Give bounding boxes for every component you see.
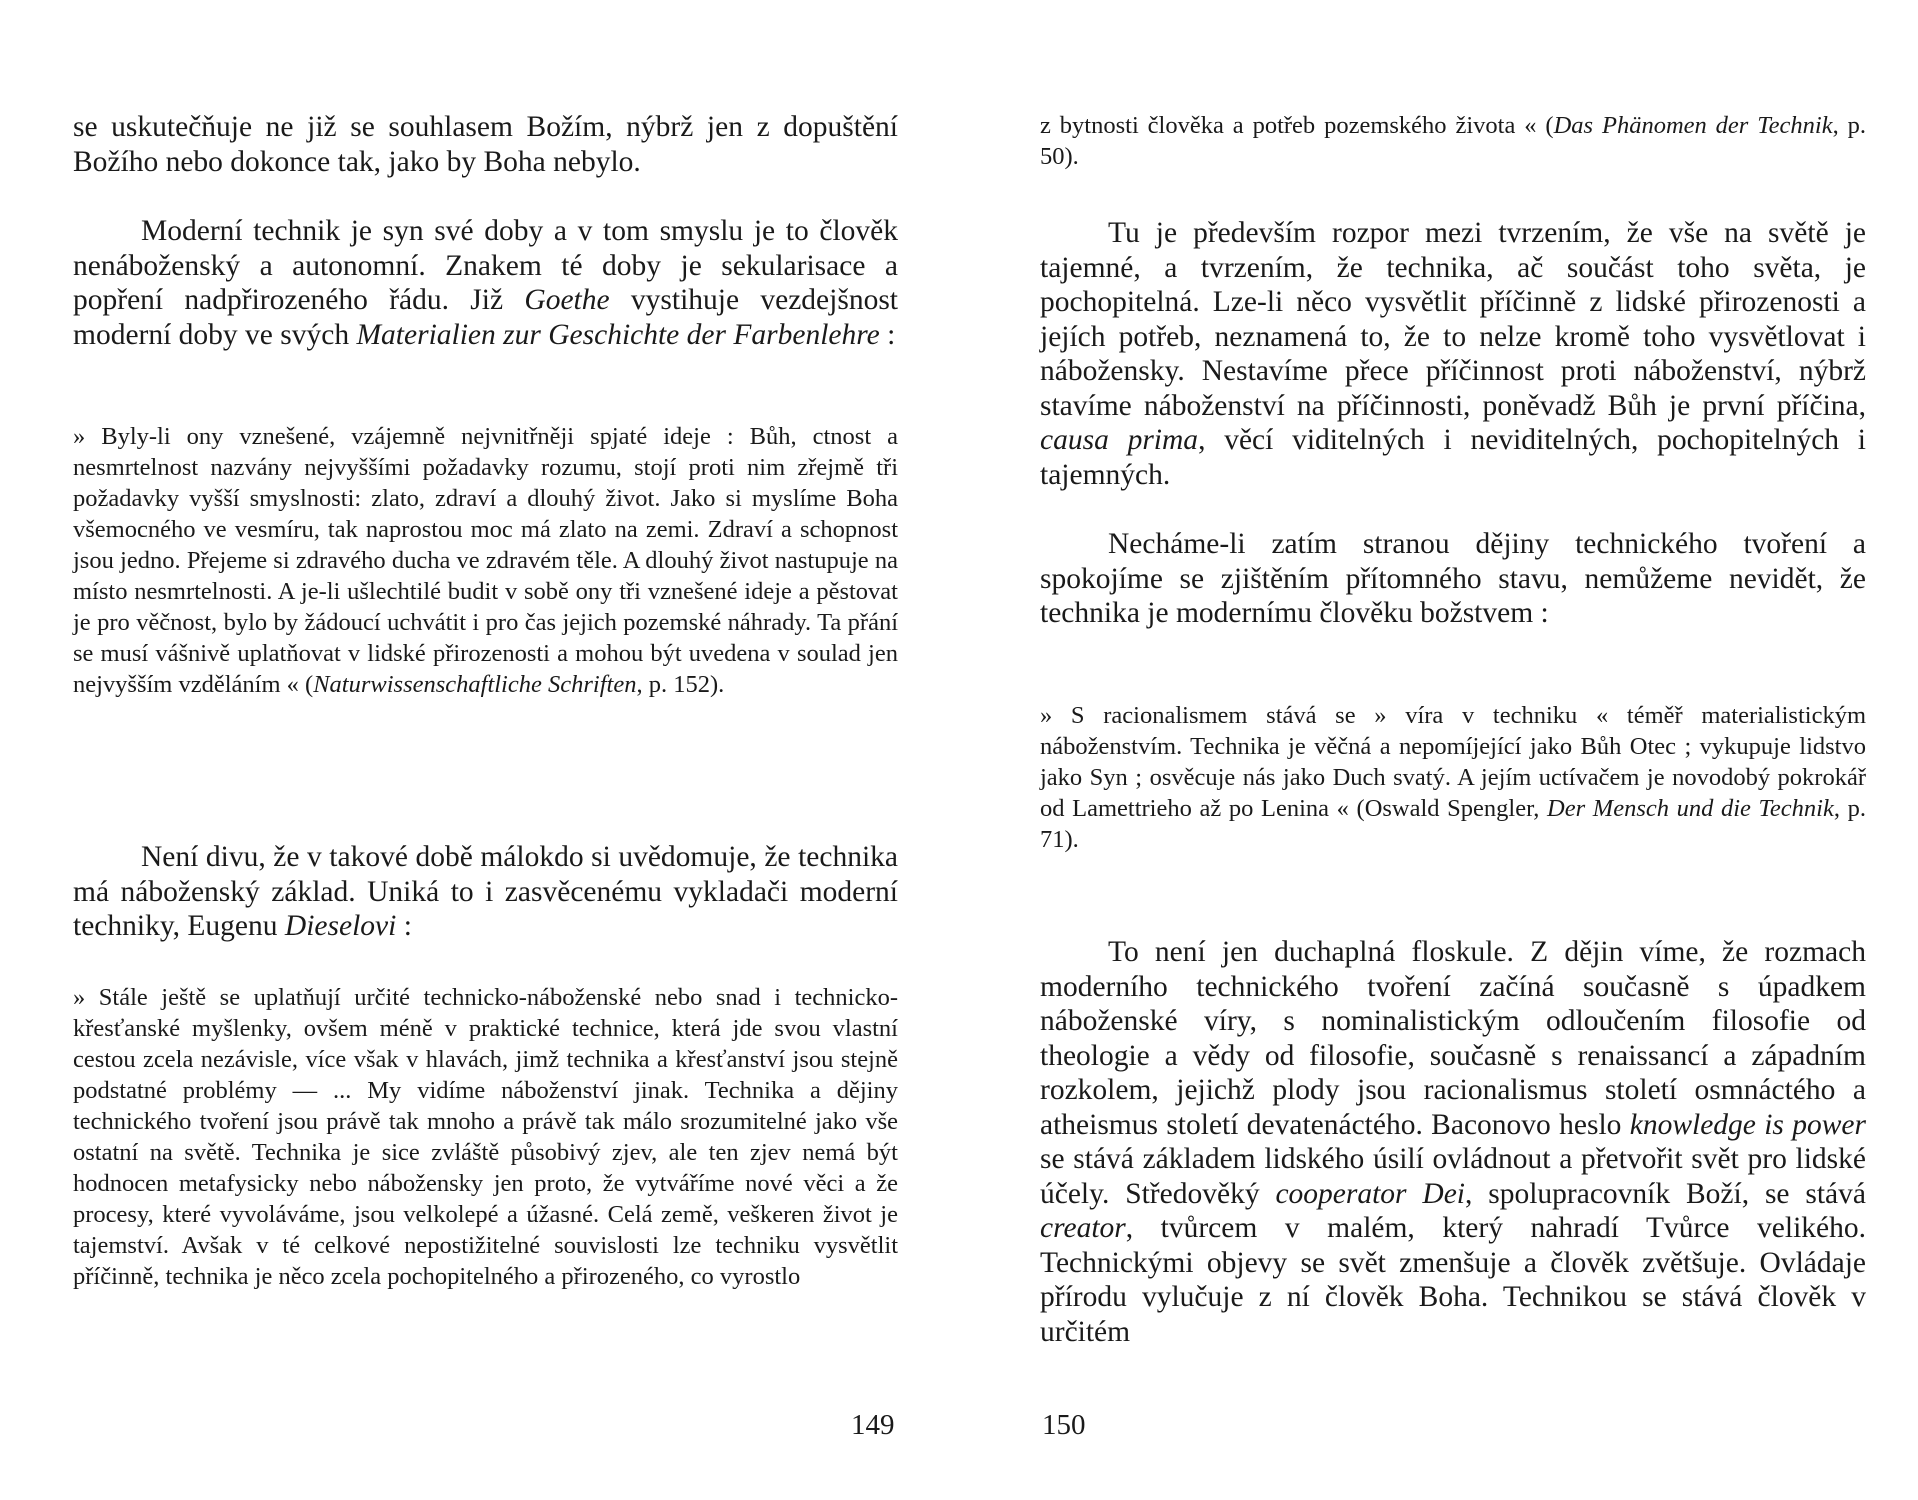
quote-spengler-text: » S racionalismem stává se » víra v techniku « téměř materialistickým náboženstvím. Technika je věčná a nepomíjející jako Bůh Otec ; vykupuje lidstvo jako Syn ; osvěcuje nás jako Duch svatý. A jejím uctívačem je novodobý pokrokář od Lamettrieho až po Lenina « (Oswald Spengler, <box>1040 702 1866 822</box>
quote-diesel-citation: , p. 50). <box>1040 112 1866 170</box>
right-paragraph-3-text-c: , spolupracovník Boží, se stává <box>1465 1177 1866 1210</box>
page-number-149: 149 <box>851 1409 895 1441</box>
quote-goethe-text: » Byly-li ony vznešené, vzájemně nejvnitřněji spjaté ideje : Bůh, ctnost a nesmrtelnost nazvány nejvyššími požadavky rozumu, stojí proti nim zřejmě tři požadavky vyšší smyslnosti: zlato, zdraví a dlouhý život. Jako si myslíme Boha všemocného ve vesmíru, tak naprostou moc má zlato na zemi. Zdraví a schopnost jsou jedno. Přejeme si zdravého ducha ve zdravém těle. A dlouhý život nastupuje na místo nesmrtelnosti. A je-li ušlechtilé budit v sobě ony tři vznešené ideje a pěstovat je pro věčnost, bylo by žádoucí uchvátit i pro čas jejich pozemské náhrady. Ta přání se musí vášnivě uplatňovat v lidské přirozenosti a mohou být uvedena v soulad jen nejvyšším vzděláním « ( <box>73 423 898 698</box>
left-paragraph-3-colon: : <box>396 910 412 942</box>
left-paragraph-3 <box>73 840 898 944</box>
author-goethe: Goethe <box>524 284 610 316</box>
right-quote-continuation <box>1040 110 1866 172</box>
right-paragraph-2 <box>1040 527 1866 631</box>
quote-diesel-text: » Stále ještě se uplatňují určité technicko-náboženské nebo snad i technicko-křesťanské myšlenky, ovšem méně v praktické technice, která jde svou vlastní cestou zcela nezávisle, více však v hlavách, jimž technika a křesťanství jsou stejně podstatné problémy — ... My vidíme náboženství jinak. Technika a dějiny technického tvoření jsou právě tak mnoho a právě tak málo srozumitelné jako vše ostatní na světě. Technika je sice zvláště působivý zjev, ale ten zjev nemá být hodnocen metafysicky nebo nábožensky jen proto, že vytváříme nové věci a že procesy, které vyvoláváme, jsou velkolepé a úžasné. Celá země, veškeren život je tajemství. Avšak v té celkové nepostižitelné souvislosti lze techniku vysvětlit příčinně, technika je něco zcela pochopitelného a přirozeného, co vyrostlo <box>73 984 898 1290</box>
left-paragraph-2 <box>73 214 898 352</box>
left-quote-2 <box>73 982 898 1292</box>
left-paragraph-1 <box>73 110 898 179</box>
right-paragraph-3-text: To není jen duchaplná floskule. Z dějin víme, že rozmach moderního technického tvoření začíná současně s úpadkem náboženské víry, s nominalistickým odloučením filosofie od theologie a vědy od filosofie, současně s renaissancí a západním rozkolem, jejichž plody jsou racionalismus století osmnáctého a atheismus století devatenáctého. Baconovo heslo <box>1040 936 1866 1141</box>
right-paragraph-3 <box>1040 935 1866 1349</box>
latin-cooperator-dei: cooperator Dei <box>1275 1177 1465 1210</box>
quote-spengler-citation: , p. 71). <box>1040 795 1866 853</box>
right-paragraph-2-text: Necháme-li zatím stranou dějiny technického tvoření a spokojíme se zjištěním přítomného stavu, nemůžeme nevidět, že technika je modernímu člověku božstvem : <box>1040 528 1866 629</box>
left-paragraph-2-colon: : <box>879 318 896 351</box>
book-title-farbenlehre: Materialien zur Geschichte der Farbenlehre <box>356 318 880 351</box>
left-paragraph-2-text-cont: vystihuje vezdejšnost moderní doby ve svých <box>73 284 898 351</box>
left-paragraph-2-text: Moderní technik je syn své doby a v tom smyslu je to člověk nenáboženský a autonomní. Znakem té doby je sekularisace a popření nadpřirozeného řádu. Již <box>73 215 898 316</box>
quote-goethe-citation: , p. 152). <box>636 671 725 698</box>
motto-knowledge-is-power: knowledge is power <box>1629 1108 1866 1141</box>
right-paragraph-1-text: Tu je především rozpor mezi tvrzením, že vše na světě je tajemné, a tvrzením, že technika, ač součást toho světa, je pochopitelná. Lze-li něco vysvětlit příčinně z lidské přirozenosti a jejích potřeb, neznamená to, že to nelze kromě toho vysvětlovat i nábožensky. Nestavíme přece příčinnost proti náboženství, nýbrž stavíme náboženství na příčinnosti, poněvadž Bůh je první příčina, <box>1040 217 1866 422</box>
author-diesel: Dieselovi <box>284 910 397 942</box>
latin-creator: creator <box>1040 1212 1126 1244</box>
left-paragraph-3-text: Není divu, že v takové době málokdo si uvědomuje, že technika má náboženský základ. Uniká to i zasvěcenému vykladači moderní techniky, Eugenu <box>73 841 898 942</box>
quote-diesel-continuation: z bytnosti člověka a potřeb pozemského života « ( <box>1040 112 1554 139</box>
book-title-phanomen: Das Phänomen der Technik <box>1553 112 1833 139</box>
latin-causa-prima: causa prima <box>1040 424 1199 456</box>
right-page <box>959 0 1918 1500</box>
right-paragraph-3-text-d: , tvůrcem v malém, který nahradí Tvůrce velikého. Technickými objevy se svět zmenšuje a člověk zvětšuje. Ovládaje přírodu vylučuje z ní člověk Boha. Technikou se stává člověk v určitém <box>1040 1212 1866 1348</box>
page-number-150: 150 <box>1042 1409 1086 1441</box>
right-paragraph-1 <box>1040 216 1866 492</box>
right-paragraph-3-text-b: se stává základem lidského úsilí ovládnout a přetvořit svět pro lidské účely. Středověký <box>1040 1143 1866 1210</box>
book-title-naturwissenschaftliche: Naturwissenschaftliche Schriften <box>313 671 637 698</box>
left-quote-1 <box>73 421 898 700</box>
book-title-der-mensch: Der Mensch und die Technik <box>1547 795 1834 822</box>
right-paragraph-1-text-cont: , věcí viditelných i neviditelných, pochopitelných i tajemných. <box>1040 424 1866 491</box>
right-quote <box>1040 700 1866 855</box>
left-paragraph-1-text: se uskutečňuje ne již se souhlasem Božím, nýbrž jen z dopuštění Božího nebo dokonce tak, jako by Boha nebylo. <box>73 111 898 178</box>
